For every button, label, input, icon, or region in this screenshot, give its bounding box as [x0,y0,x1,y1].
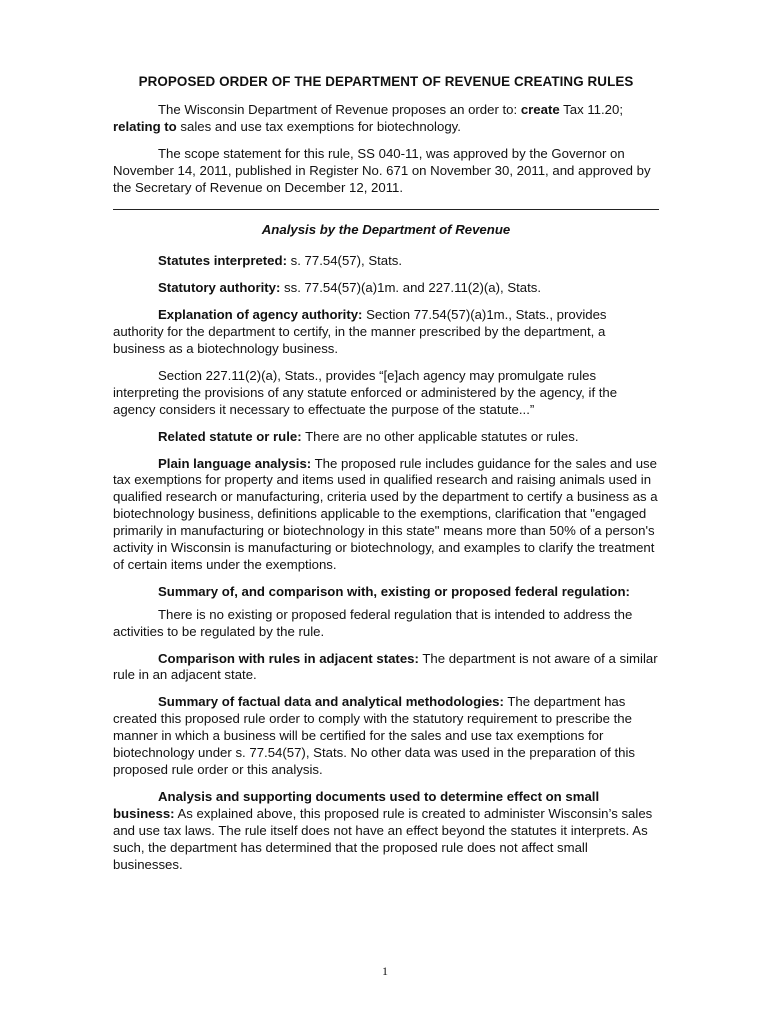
small-business-text: As explained above, this proposed rule is created to administer Wisconsin’s sales and use tax laws. The rule itself does not have an effect beyond the statutes it interprets. As such, the department has determined that the proposed rule does not affect small businesses. [113,805,653,872]
explanation-of-authority [113,307,659,358]
document-page [113,74,659,883]
create-keyword: create [520,101,560,117]
document-title: PROPOSED ORDER OF THE DEPARTMENT OF REVENUE CREATING RULES [138,74,634,89]
factual-data-summary [113,694,659,779]
page-number: 1 [382,964,388,978]
statutes-interpreted [113,253,659,270]
intro-text-b: Tax 11.20; [559,101,624,117]
intro-text-c: sales and use tax exemptions for biotechnology. [176,118,461,134]
relating-to-keyword: relating to [113,118,177,134]
adjacent-text: The department is not aware of a similar rule in an adjacent state. [113,650,658,683]
authority-label: Statutory authority: [158,280,281,296]
authority-text: ss. 77.54(57)(a)1m. and 227.11(2)(a), Stats. [280,280,542,296]
plain-language-analysis [113,456,659,574]
related-text: There are no other applicable statutes or rules. [301,428,579,444]
explanation-label: Explanation of agency authority: [158,307,363,323]
plain-label: Plain language analysis: [158,455,312,471]
related-statute [113,429,659,446]
intro-paragraph [113,102,659,136]
scope-statement-paragraph: The scope statement for this rule, SS 040-11, was approved by the Governor on November 14, 2011, published in Register No. 671 on November 30, 2011, and approved by the Secretary of Revenue on December 12, 2011. [113,145,651,195]
federal-regulation-heading [113,584,659,601]
adjacent-states-comparison [113,651,659,685]
adjacent-label: Comparison with rules in adjacent states: [158,650,419,666]
plain-text: The proposed rule includes guidance for the sales and use tax exemptions for property and items used in qualified research and raising animals used in qualified research or manufacturing, criteria used by the department to certify a business as a biotechnology business, definitions applicable to the exemptions, clarification that "engaged primarily in manufacturing or biotechnology in this state" means more than 50% of a person's activity in Wisconsin is manufacturing or biotechnology, and examples to clarify the treatment of certain items under the exemptions. [113,455,658,572]
federal-regulation-text: There is no existing or proposed federal regulation that is intended to address the activities to be regulated by the rule. [113,606,633,639]
small-business-label: Analysis and supporting documents used to determine effect on small business: [113,788,600,821]
statutes-label: Statutes interpreted: [158,253,287,269]
intro-text-a: The Wisconsin Department of Revenue proposes an order to: [158,101,521,117]
explanation-text: Section 77.54(57)(a)1m., Stats., provides authority for the department to certify, in the manner prescribed by the department, a business as a biotechnology business. [113,307,607,356]
section-divider [113,209,659,210]
factual-text: The department has created this proposed rule order to comply with the statutory requirement to prescribe the manner in which a business will be certified for the sales and use tax exemptions for biotechnology under s. 77.54(57), Stats. No other data was used in the preparation of this proposed rule order or this analysis. [113,694,635,777]
small-business-analysis [113,789,659,874]
factual-label: Summary of factual data and analytical methodologies: [158,694,504,710]
statutes-text: s. 77.54(57), Stats. [286,253,403,269]
analysis-heading: Analysis by the Department of Revenue [261,222,511,238]
related-label: Related statute or rule: [158,428,302,444]
federal-label: Summary of, and comparison with, existing or proposed federal regulation: [158,583,630,599]
statutory-authority [113,280,659,297]
section-227-paragraph: Section 227.11(2)(a), Stats., provides “[e]ach agency may promulgate rules interpreting the provisions of any statute enforced or administered by the agency, if the agency considers it necessary to effectuate the purpose of the statute...” [113,367,618,417]
